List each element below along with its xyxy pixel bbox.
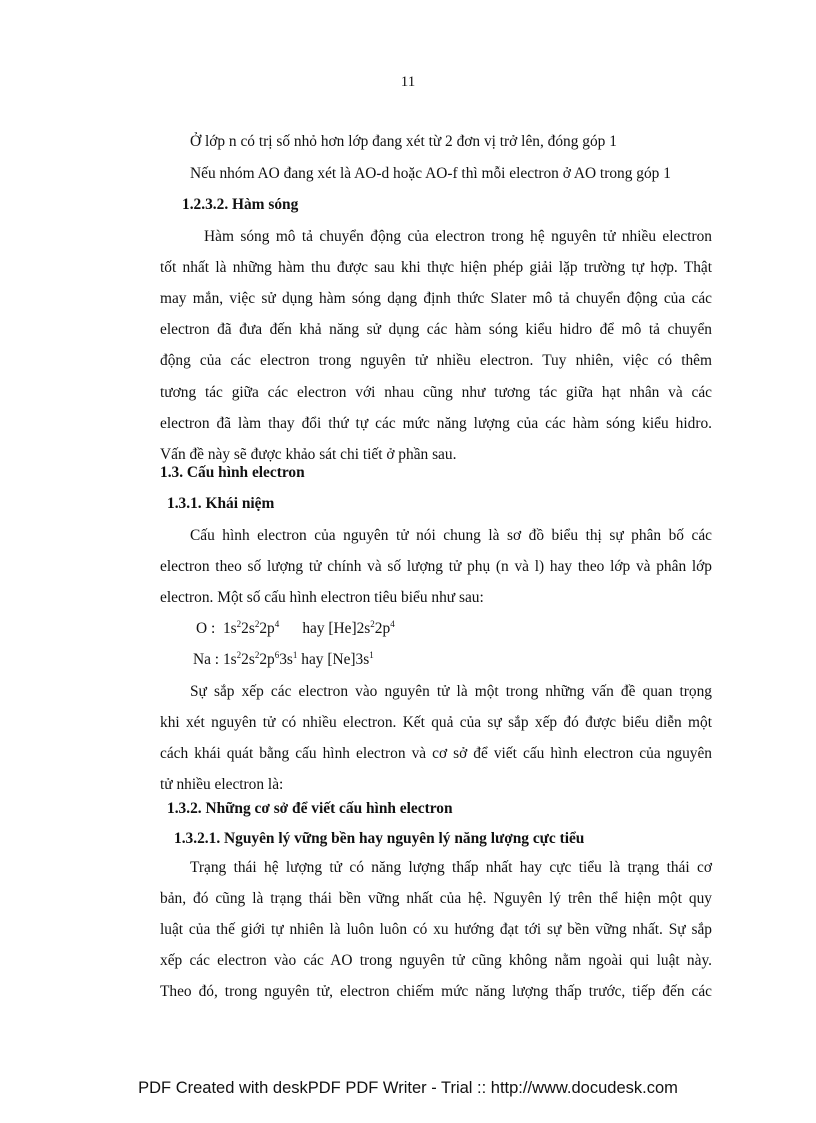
pdf-watermark-footer: PDF Created with deskPDF PDF Writer - Trial :: http://www.docudesk.com xyxy=(138,1079,678,1097)
paragraph-line: electron. Một số cấu hình electron tiêu biểu như sau: xyxy=(160,589,484,606)
core-notation: [He] xyxy=(328,620,357,637)
text-line: Nếu nhóm AO đang xét là AO-d hoặc AO-f thì mỗi electron ở AO trong góp 1 xyxy=(190,165,671,182)
paragraph-line: may mắn, việc sử dụng hàm sóng dạng định thức Slater mô tả chuyển động của các xyxy=(160,290,712,307)
paragraph-line: Trạng thái hệ lượng tử có năng lượng thấp nhất hay cực tiểu là trạng thái cơ xyxy=(190,859,712,876)
paragraph-line: xếp các electron vào các AO trong nguyên tử cũng không nằm ngoài qui luật này. xyxy=(160,952,712,969)
subsection-heading: 1.3.2. Những cơ sở để viết cấu hình electron xyxy=(167,800,453,817)
paragraph-line: Vấn đề này sẽ được khảo sát chi tiết ở phần sau. xyxy=(160,446,457,463)
paragraph-line: luật của thế giới tự nhiên là luôn luôn có xu hướng đạt tới sự bền vững nhất. Sự sắp xyxy=(160,921,712,938)
paragraph-line: electron đã làm thay đổi thứ tự các mức năng lượng của các hàm sóng kiểu hidro. xyxy=(160,415,712,432)
element-label: O : xyxy=(196,620,216,637)
section-heading: 1.2.3.2. Hàm sóng xyxy=(182,196,299,213)
core-notation: [Ne] xyxy=(327,651,356,668)
paragraph-line: Theo đó, trong nguyên tử, electron chiếm mức năng lượng thấp trước, tiếp đến các xyxy=(160,983,712,1000)
paragraph-line: khi xét nguyên tử có nhiều electron. Kết quả của sự sắp xếp đó được biểu diễn một xyxy=(160,714,712,731)
paragraph-line: electron theo số lượng tử chính và số lượng tử phụ (n và l) hay theo lớp và phân lớp xyxy=(160,558,712,575)
electron-configuration-oxygen: O : $1s^22s^22p^4$ hay $[He]2s^22p^4$ xyxy=(196,619,395,637)
paragraph-line: Sự sắp xếp các electron vào nguyên tử là một trong những vấn đề quan trọng xyxy=(190,683,712,700)
paragraph-line: Cấu hình electron của nguyên tử nói chung là sơ đồ biểu thị sự phân bố các xyxy=(190,527,712,544)
paragraph-line: Hàm sóng mô tả chuyển động của electron trong hệ nguyên tử nhiều electron xyxy=(204,228,712,245)
paragraph-line: bản, đó cũng là trạng thái bền vững nhất của hệ. Nguyên lý trên thể hiện một quy xyxy=(160,890,712,907)
paragraph-line: electron đã đưa đến khả năng sử dụng các hàm sóng kiểu hidro để mô tả chuyển xyxy=(160,321,712,338)
paragraph-line: cách khái quát bằng cấu hình electron và cơ sở để viết cấu hình electron của nguyên xyxy=(160,745,712,762)
paragraph-line: tử nhiều electron là: xyxy=(160,776,284,793)
page-number: 11 xyxy=(400,74,416,90)
subsection-heading: 1.3.1. Khái niệm xyxy=(167,495,275,512)
electron-configuration-sodium: Na : $1s^22s^22p^63s^1$ hay $[Ne]3s^1$ xyxy=(193,650,374,668)
paragraph-line: động của các electron trong nguyên tử nhiều electron. Tuy nhiên, việc có thêm xyxy=(160,352,712,369)
element-label: Na : xyxy=(193,651,220,668)
text-line: Ở lớp n có trị số nhỏ hơn lớp đang xét từ 2 đơn vị trở lên, đóng góp 1 xyxy=(190,133,617,150)
section-heading: 1.3. Cấu hình electron xyxy=(160,464,305,481)
subsubsection-heading: 1.3.2.1. Nguyên lý vững bền hay nguyên lý năng lượng cực tiểu xyxy=(174,830,585,847)
paragraph-line: tương tác giữa các electron với nhau cũng như tương tác giữa hạt nhân và các xyxy=(160,384,712,401)
paragraph-line: tốt nhất là những hàm thu được sau khi thực hiện phép giải lặp trường tự hợp. Thật xyxy=(160,259,712,276)
